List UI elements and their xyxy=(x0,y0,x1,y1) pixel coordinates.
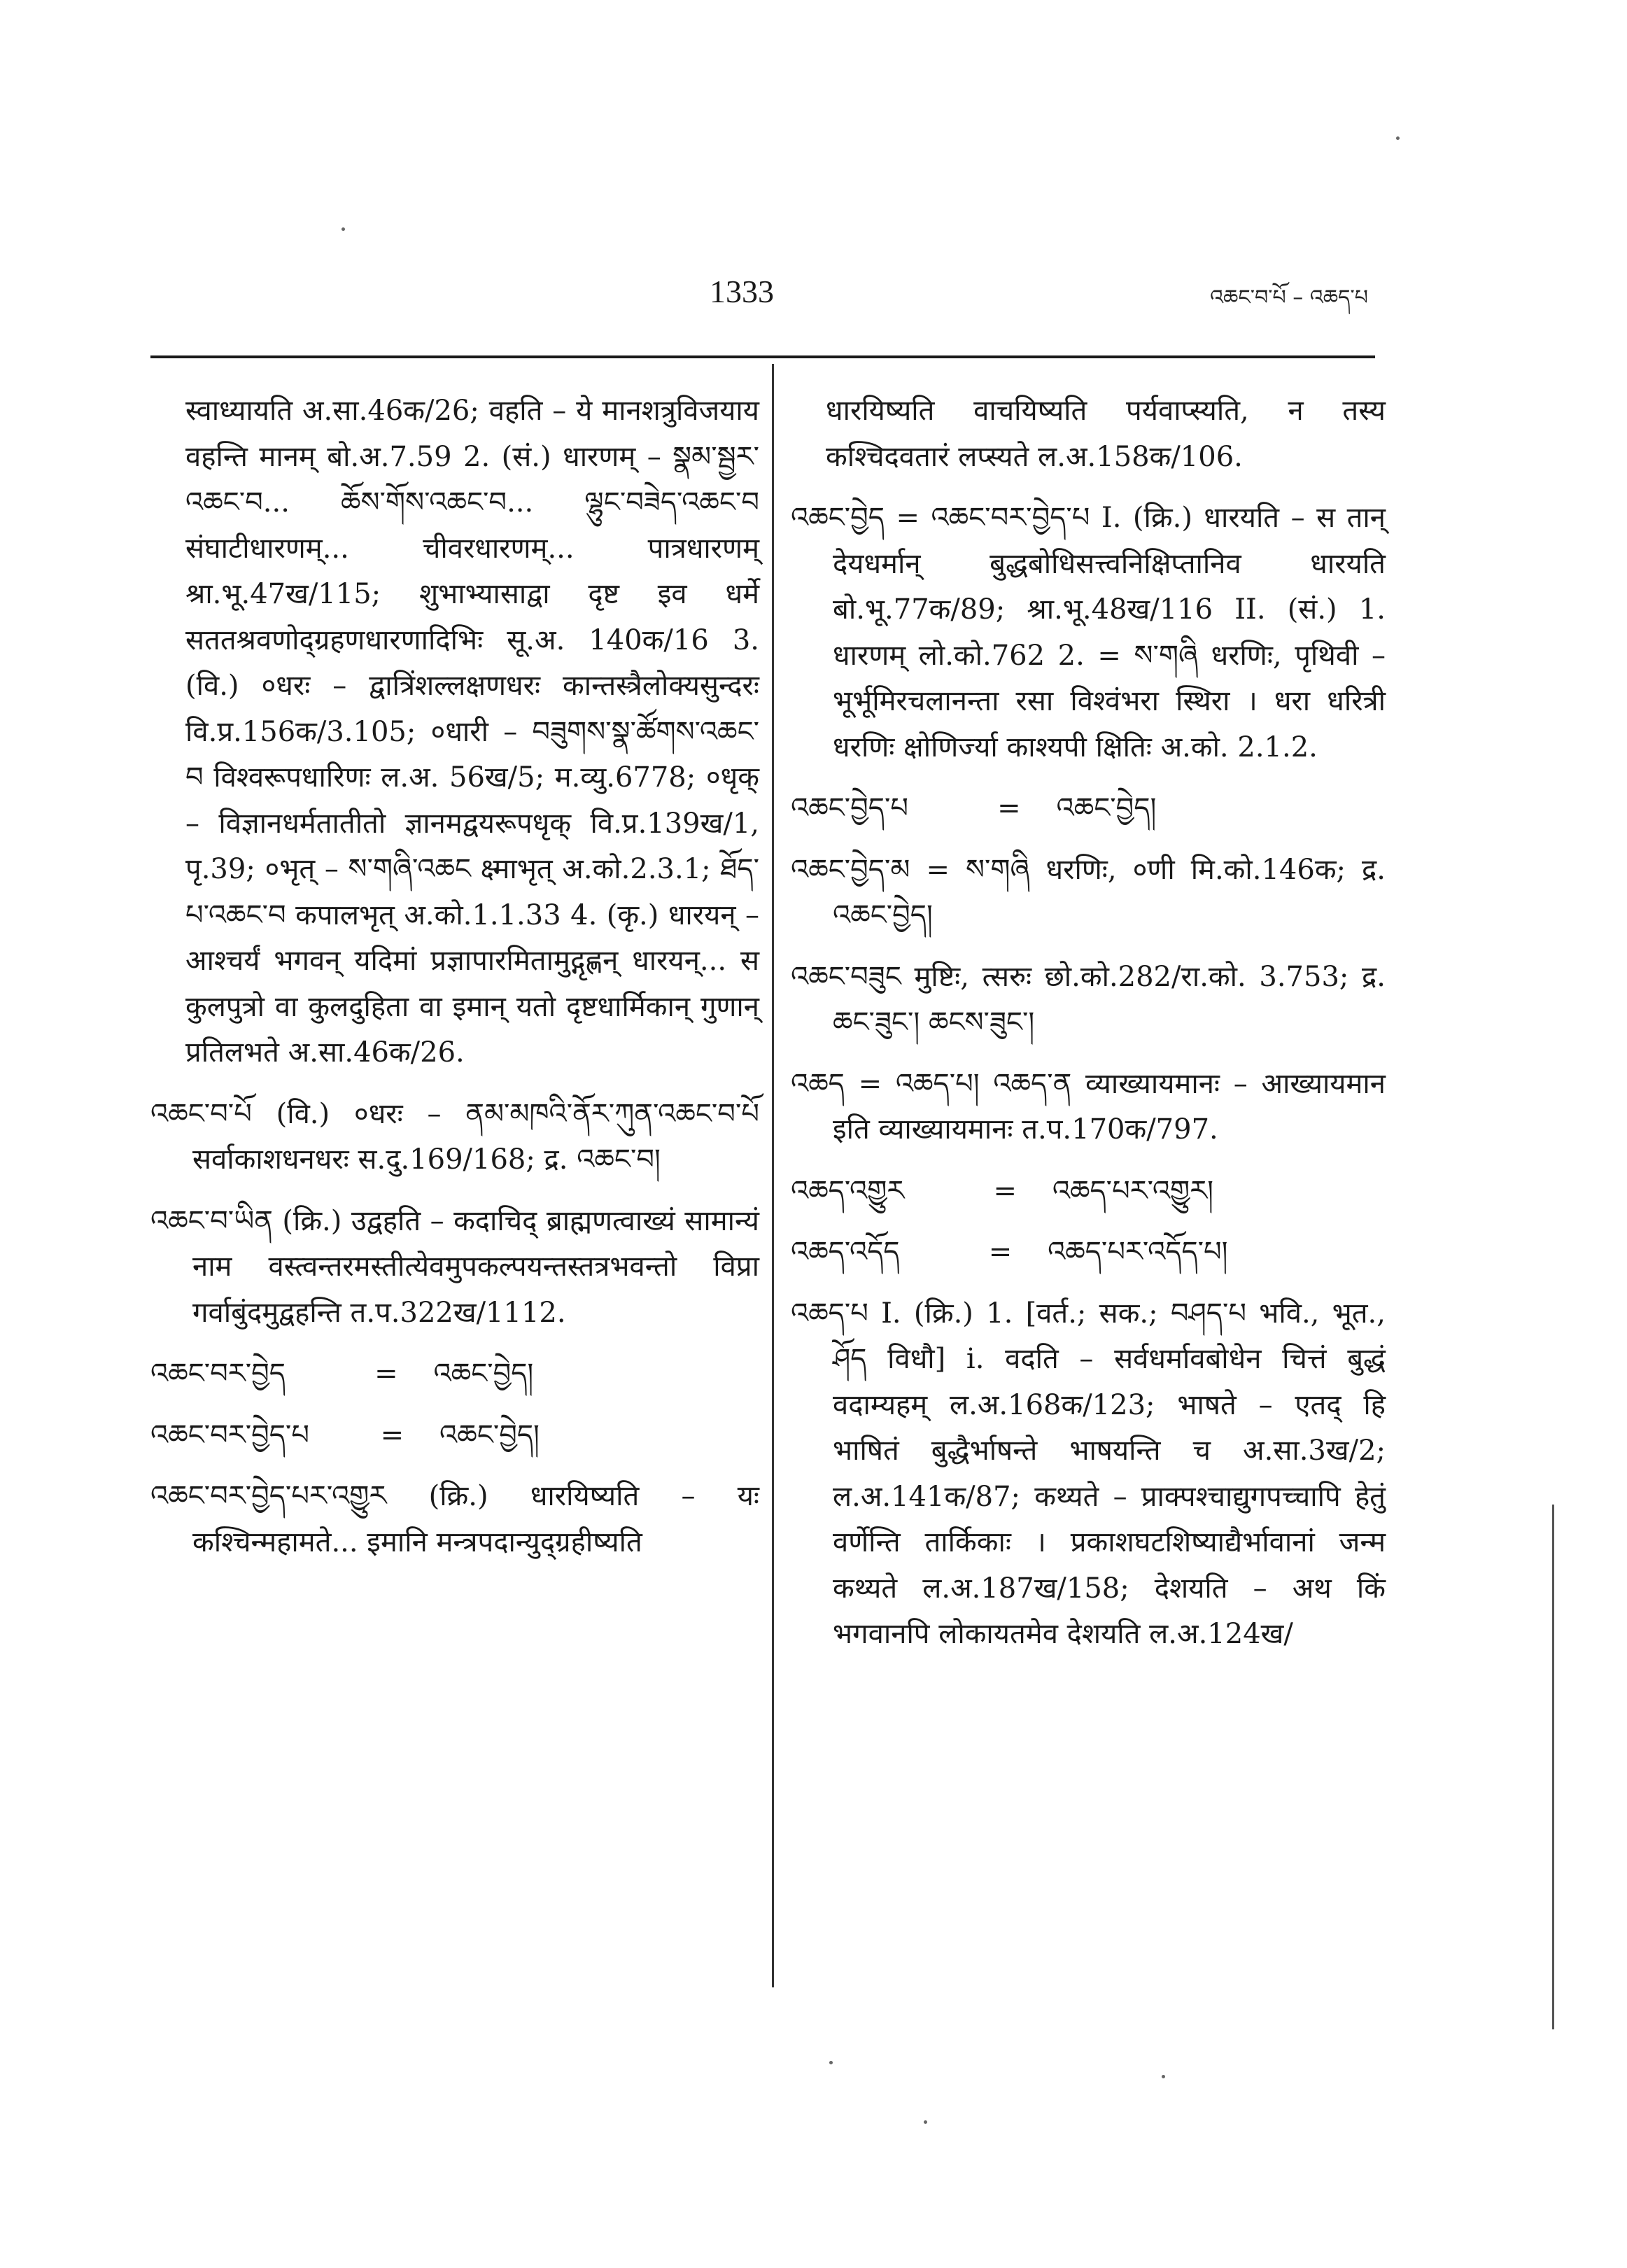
cross-reference-entry: འཆང་བར་བྱེད་པ = འཆང་བྱེད། xyxy=(150,1418,540,1451)
cross-reference-entry: འཆད་འགྱུར = འཆད་པར་འགྱུར། xyxy=(791,1174,1214,1207)
column-divider xyxy=(772,364,774,1987)
dictionary-entry: འཆང་བ་པོ (वि.) ०धरः – ནམ་མཁའི་ནོར་ཀུན་འཆང་བ་པོ सर्वाकाशधनधरः स.दु.169/168; द्र. འཆང་བ། xyxy=(150,1097,759,1176)
margin-scan-line xyxy=(1552,1505,1554,2029)
cross-reference-entry: འཆད་འདོད = འཆད་པར་འདོད་པ། xyxy=(791,1236,1228,1268)
dictionary-entry-continuation: धारयिष्यति वाचयिष्यति पर्यवाप्स्यति, न तस्य कश्चिदवतारं लप्स्यते ल.अ.158क/106. xyxy=(826,395,1386,473)
scan-speck xyxy=(829,2061,833,2064)
scan-speck xyxy=(924,2120,927,2124)
scan-speck xyxy=(1396,136,1400,140)
right-column xyxy=(791,388,1386,1661)
dictionary-entry: འཆང་བྱེད་མ = ས་གཞི धरणिः, ०णी मि.को.146क; द्र. འཆང་བྱེད། xyxy=(791,853,1386,931)
header-rule xyxy=(150,355,1375,358)
scan-speck xyxy=(1162,2075,1165,2078)
dictionary-entry: འཆད་པ I. (क्रि.) 1. [वर्त.; सक.; བཤད་པ भवि., भूत., ཤོད विधौ] i. वदति – सर्वधर्मावबोधेन चित्तं बुद्धं वदाम्यहम् ल.अ.168क/123; भाषते – एतद् हि भाषितं बुद्धैर्भाषन्ते भाषयन्ति च अ.सा.3ख/2; ल.अ.141क/87; कथ्यते – प्राक्पश्चाद्युगपच्चापि हेतुं वर्णेन्ति तार्किकाः । प्रकाशघटशिष्याद्यैर्भावानां जन्म कथ्यते ल.अ.187ख/158; देशयति – अथ किं भगवानपि लोकायतमेव देशयति ल.अ.124ख/ xyxy=(791,1297,1386,1650)
dictionary-entry: འཆང་བྱེད = འཆང་བར་བྱེད་པ I. (क्रि.) धारयति – स तान् देयधर्मान् बुद्धबोधिसत्त्वनिक्षिप्तानिव धारयति बो.भू.77क/89; श्रा.भू.48ख/116 II. (सं.) 1. धारणम् लो.को.762 2. = ས་གཞི धरणिः, पृथिवी – भूर्भूमिरचलानन्ता रसा विश्वंभरा स्थिरा । धरा धरित्री धरणिः क्षोणिर्ज्या काश्यपी क्षितिः अ.को. 2.1.2. xyxy=(791,502,1386,763)
running-head: འཆང་བ་པོ – འཆད་པ xyxy=(1210,286,1368,310)
dictionary-entry: འཆང་བར་བྱེད་པར་འགྱུར (क्रि.) धारयिष्यति – यः कश्चिन्महामते... इमानि मन्त्रपदान्युद्ग्रहीष्यति xyxy=(150,1480,759,1558)
left-column xyxy=(150,388,759,1568)
page-number: 1333 xyxy=(710,274,774,309)
dictionary-entry: འཆད = འཆད་པ། འཆད་ན व्याख्यायमानः – आख्यायमान इति व्याख्यायमानः त.प.170क/797. xyxy=(791,1067,1386,1146)
dictionary-entry: འཆང་བཟུང मुष्टिः, त्सरुः छो.को.282/रा.को. 3.753; द्र. ཆང་ཟུང་། ཆངས་ཟུང་། xyxy=(791,960,1386,1038)
cross-reference-entry: འཆང་བྱེད་པ = འཆང་བྱེད། xyxy=(791,792,1157,824)
dictionary-entry-continuation: स्वाध्यायति अ.सा.46क/26; वहति – ये मानशत्रुविजयाय वहन्ति मानम् बो.अ.7.59 2. (सं.) धारणम् – སྣམ་སྦྱར་འཆང་བ... ཆོས་གོས་འཆང་བ... ལྷུང་བཟེད་འཆང་བ संघाटीधारणम्... चीवरधारणम्... पात्रधारणम् श्रा.भू.47ख/115; शुभाभ्यासाद्वा दृष्ट इव धर्मे सततश्रवणोद्ग्रहणधारणादिभिः सू.अ. 140क/16 3. (वि.) ०धरः – द्वात्रिंशल्लक्षणधरः कान्तस्त्रैलोक्यसुन्दरः वि.प्र.156क/3.105; ०धारी – བཟུགས་སྣ་ཚོགས་འཆང་བ विश्वरूपधारिणः ल.अ. 56ख/5; म.व्यु.6778; ०धृक् – विज्ञानधर्मतातीतो ज्ञानमद्वयरूपधृक् वि.प्र.139ख/1, पृ.39; ०भृत् – ས་གཞི་འཆང क्ष्माभृत् अ.को.2.3.1; ཐོད་པ་འཆང་བ कपालभृत् अ.को.1.1.33 4. (कृ.) धारयन् – आश्चर्यं भगवन् यदिमां प्रज्ञापारमितामुद्गृह्णन् धारयन्... स कुलपुत्रो वा कुलदुहिता वा इमान् यतो दृष्टधार्मिकान् गुणान् प्रतिलभते अ.सा.46क/26. xyxy=(185,395,759,1069)
scan-speck xyxy=(341,227,345,231)
dictionary-entry: འཆང་བ་ཡིན (क्रि.) उद्वहति – कदाचिद् ब्राह्मणत्वाख्यं सामान्यं नाम वस्त्वन्तरमस्तीत्येवमुपकल्पयन्तस्तत्रभवन्तो विप्रा गर्वाबुंदमुद्वहन्ति त.प.322ख/1112. xyxy=(150,1204,759,1329)
cross-reference-entry: འཆང་བར་བྱེད = འཆང་བྱེད། xyxy=(150,1358,534,1390)
